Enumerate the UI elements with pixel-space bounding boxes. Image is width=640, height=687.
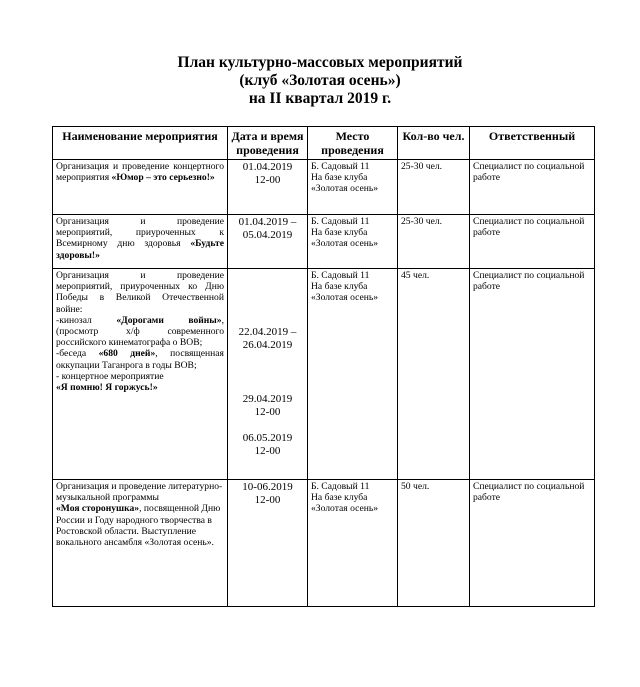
event-name-bold: «Будьте здоровы!» bbox=[56, 238, 224, 261]
table-header-row bbox=[53, 127, 595, 160]
event-name-text: Организация и проведение мероприятий, приуроченных к Всемирному дню здоровья bbox=[56, 216, 224, 250]
event-date-3-time: 12-00 bbox=[254, 444, 281, 457]
event-name-bold: «Моя сторонушка» bbox=[56, 503, 140, 515]
event-count: 25-30 чел. bbox=[398, 215, 470, 269]
event-date: 01.04.2019 bbox=[242, 161, 293, 173]
title-line-2: (клуб «Золотая осень») bbox=[239, 72, 401, 89]
header-date: Дата и время проведения bbox=[228, 127, 308, 160]
title-line-1: План культурно-массовых мероприятий bbox=[177, 54, 463, 71]
event-place-cell bbox=[308, 269, 398, 480]
event-item-2-bold: «680 дней» bbox=[98, 348, 156, 360]
event-item-1-rest: , (просмотр х/ф современного российского кинематографа о ВОВ; bbox=[56, 314, 224, 349]
event-responsible: Специалист по социальной работе bbox=[470, 480, 595, 607]
event-name-cell bbox=[53, 160, 228, 215]
event-place-cell bbox=[308, 480, 398, 607]
events-table bbox=[52, 126, 595, 607]
event-place-venue: На базе клуба «Золотая осень» bbox=[311, 281, 379, 304]
event-count: 45 чел. bbox=[398, 269, 470, 480]
event-time: 12-00 bbox=[254, 173, 281, 186]
event-place-address: Б. Садовый 11 bbox=[311, 161, 370, 172]
event-date-cell bbox=[228, 215, 308, 269]
header-name: Наименование мероприятия bbox=[53, 127, 228, 160]
event-place-venue: На базе клуба «Золотая осень» bbox=[311, 227, 379, 250]
event-count: 50 чел. bbox=[398, 480, 470, 607]
header-count: Кол-во чел. bbox=[398, 127, 470, 160]
header-place: Место проведения bbox=[308, 127, 398, 160]
event-item-1-prefix: -кинозал bbox=[56, 314, 92, 326]
event-date: 10-06.2019 bbox=[242, 481, 293, 493]
event-place-address: Б. Садовый 11 bbox=[311, 481, 370, 492]
event-name-cell bbox=[53, 215, 228, 269]
event-place-venue: На базе клуба «Золотая осень» bbox=[311, 172, 379, 195]
event-name-intro: Организация и проведение мероприятий, приуроченных ко Дню Победы в Великой Отечественной войне: bbox=[56, 270, 224, 315]
document-title bbox=[0, 54, 640, 108]
event-responsible: Специалист по социальной работе bbox=[470, 215, 595, 269]
table-row bbox=[53, 269, 595, 480]
table-row bbox=[53, 160, 595, 215]
event-name-cell bbox=[53, 480, 228, 607]
event-date-1: 22.04.2019 – bbox=[238, 326, 297, 338]
event-count: 25-30 чел. bbox=[398, 160, 470, 215]
event-item-2-rest: , посвященная оккупации Таганрога в годы ВОВ; bbox=[56, 348, 224, 371]
event-time: 05.04.2019 bbox=[242, 228, 293, 241]
event-place-venue: На базе клуба «Золотая осень» bbox=[311, 492, 379, 515]
event-item-2-prefix: -беседа bbox=[56, 348, 87, 360]
event-name-cell bbox=[53, 269, 228, 480]
event-name-text: Организация и проведение концертного мероприятия bbox=[56, 161, 224, 184]
event-item-3-bold: «Я помню! Я горжусь!» bbox=[56, 382, 158, 394]
table-row bbox=[53, 215, 595, 269]
event-responsible: Специалист по социальной работе bbox=[470, 269, 595, 480]
event-date-cell bbox=[228, 269, 308, 480]
table-row bbox=[53, 480, 595, 607]
event-date-2: 29.04.2019 bbox=[242, 393, 293, 405]
event-item-3-prefix: - концертное мероприятие bbox=[56, 370, 164, 382]
event-date: 01.04.2019 – bbox=[238, 216, 297, 228]
event-place-address: Б. Садовый 11 bbox=[311, 216, 370, 227]
event-name-bold: «Юмор – это серьезно!» bbox=[111, 172, 215, 184]
event-name-rest: , посвященной Дню России и Году народного творчества в Ростовской области. Выступление вокального ансамбля «Золотая осень». bbox=[56, 503, 221, 549]
title-line-3: на II квартал 2019 г. bbox=[248, 90, 392, 107]
event-item-1-bold: «Дорогами войны» bbox=[116, 314, 222, 326]
event-date-3: 06.05.2019 bbox=[242, 432, 293, 444]
event-place-cell bbox=[308, 160, 398, 215]
event-date-cell bbox=[228, 160, 308, 215]
event-time: 12-00 bbox=[254, 493, 281, 506]
event-name-text: Организация и проведение литературно-музыкальной программы bbox=[56, 481, 223, 504]
event-place-address: Б. Садовый 11 bbox=[311, 270, 370, 281]
event-responsible: Специалист по социальной работе bbox=[470, 160, 595, 215]
header-responsible: Ответственный bbox=[470, 127, 595, 160]
event-place-cell bbox=[308, 215, 398, 269]
event-date-1-end: 26.04.2019 bbox=[242, 338, 293, 351]
event-date-2-time: 12-00 bbox=[254, 405, 281, 418]
event-date-cell bbox=[228, 480, 308, 607]
